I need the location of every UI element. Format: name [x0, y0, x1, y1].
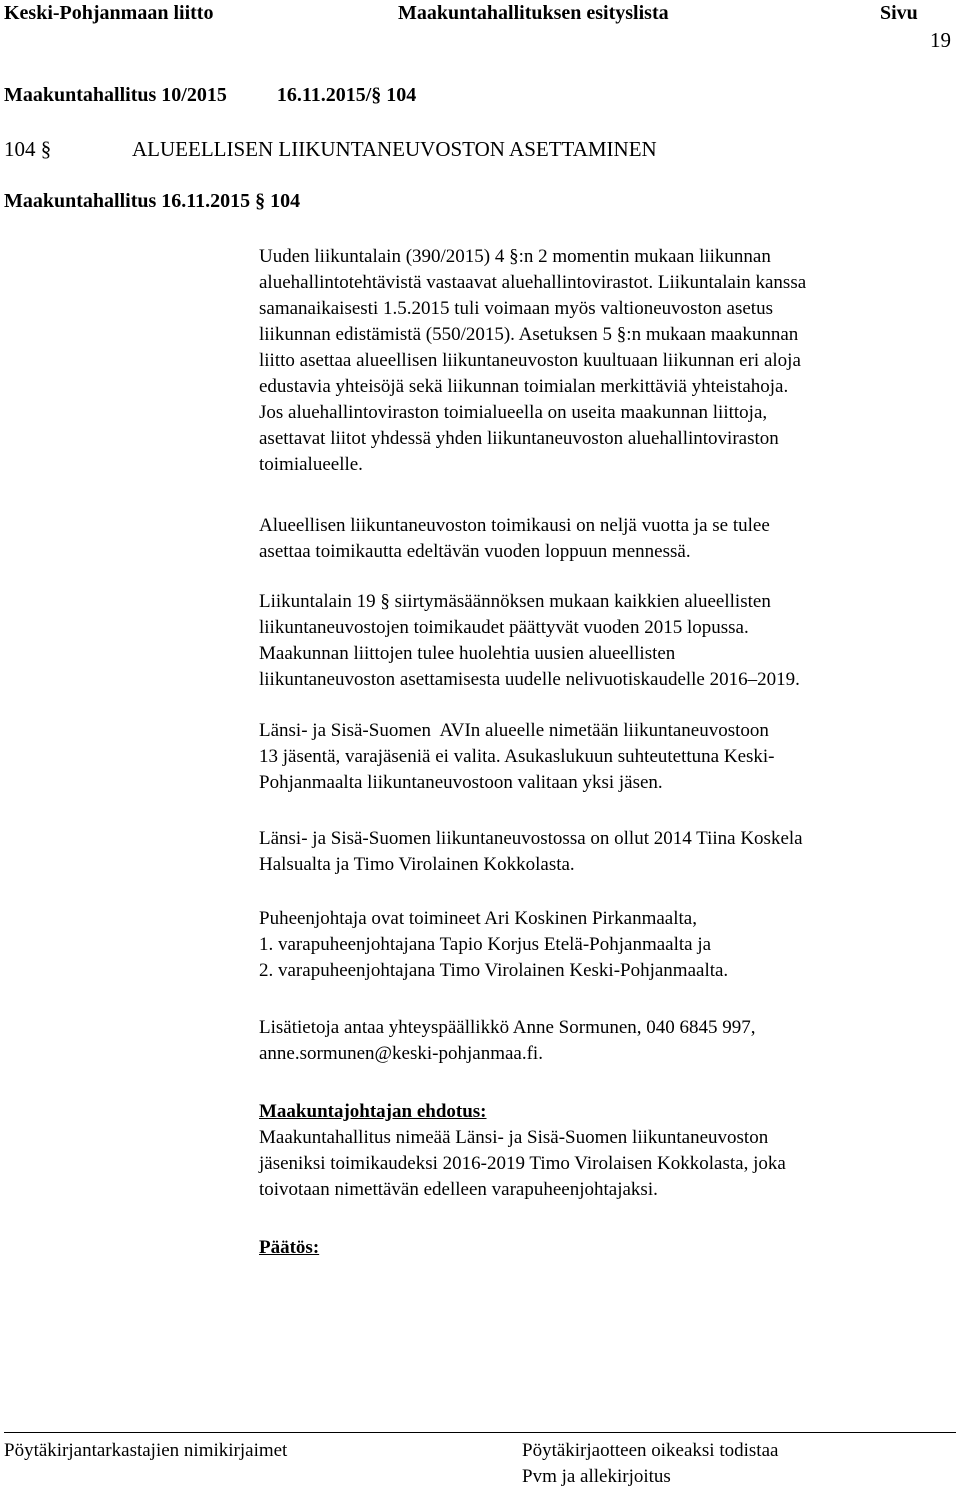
footer-right-sublabel: Pvm ja allekirjoitus — [522, 1466, 671, 1487]
text-line: 1. varapuheenjohtajana Tapio Korjus Etelä-Pohjanmaalta ja — [259, 934, 712, 955]
header-page-number: 19 — [930, 28, 951, 52]
text-line: anne.sormunen@keski-pohjanmaa.fi. — [259, 1043, 543, 1064]
paragraph-transition — [259, 589, 949, 693]
proposal-section — [259, 1099, 949, 1203]
header-doc-type: Maakuntahallituksen esityslista — [398, 2, 669, 24]
footer-right-label: Pöytäkirjaotteen oikeaksi todistaa — [522, 1440, 779, 1461]
text-line: Maakunnan liittojen tulee huolehtia uusien alueellisten — [259, 643, 676, 664]
text-line: 13 jäsentä, varajäseniä ei valita. Asukaslukuun suhteutettuna Keski- — [259, 746, 775, 767]
text-line: Halsualta ja Timo Virolainen Kokkolasta. — [259, 854, 575, 875]
text-line: aluehallintotehtävistä vastaavat aluehallintovirastot. Liikuntalain kanssa — [259, 272, 807, 293]
text-line: Länsi- ja Sisä-Suomen liikuntaneuvostossa on ollut 2014 Tiina Koskela — [259, 828, 803, 849]
text-line: Länsi- ja Sisä-Suomen AVIn alueelle nimetään liikuntaneuvostoon — [259, 720, 769, 741]
text-line: toimialueelle. — [259, 454, 363, 475]
text-line: 2. varapuheenjohtajana Timo Virolainen Keski-Pohjanmaalta. — [259, 960, 729, 981]
session-line: Maakuntahallitus 16.11.2015 § 104 — [4, 190, 301, 212]
header-org: Keski-Pohjanmaan liitto — [4, 2, 214, 24]
paragraph-chairs — [259, 906, 949, 984]
text-line: Liikuntalain 19 § siirtymäsäännöksen mukaan kaikkien alueellisten — [259, 591, 771, 612]
paragraph-contact — [259, 1015, 949, 1067]
text-line: Puheenjohtaja ovat toimineet Ari Koskinen Pirkanmaalta, — [259, 908, 697, 929]
proposal-heading: Maakuntajohtajan ehdotus: — [259, 1101, 487, 1122]
paragraph-law-background — [259, 244, 949, 478]
text-line: Alueellisen liikuntaneuvoston toimikausi on neljä vuotta ja se tulee — [259, 515, 770, 536]
text-line: toivotaan nimettävän edelleen varapuheenjohtajaksi. — [259, 1179, 658, 1200]
text-line: edustavia yhteisöjä sekä liikunnan toimialan merkittäviä yhteistahoja. — [259, 376, 789, 397]
decision-heading: Päätös: — [259, 1237, 320, 1258]
text-line: Jos aluehallintoviraston toimialueella on useita maakunnan liittoja, — [259, 402, 768, 423]
text-line: liikunnan edistämistä (550/2015). Asetuksen 5 §:n mukaan maakunnan — [259, 324, 799, 345]
header-page-label: Sivu — [880, 2, 918, 24]
meeting-line: Maakuntahallitus 10/2015 16.11.2015/§ 104 — [4, 84, 417, 106]
text-line: liikuntaneuvoston asettamisesta uudelle nelivuotiskaudelle 2016–2019. — [259, 669, 800, 690]
text-line: jäseniksi toimikaudeksi 2016-2019 Timo Virolaisen Kokkolasta, joka — [259, 1153, 786, 1174]
text-line: Uuden liikuntalain (390/2015) 4 §:n 2 momentin mukaan liikunnan — [259, 246, 771, 267]
text-line: asettaa toimikautta edeltävän vuoden loppuun mennessä. — [259, 541, 691, 562]
paragraph-previous-members — [259, 826, 949, 878]
text-line: Pohjanmaalta liikuntaneuvostoon valitaan yksi jäsen. — [259, 772, 663, 793]
item-number: 104 § — [4, 137, 52, 161]
item-title: ALUEELLISEN LIIKUNTANEUVOSTON ASETTAMINEN — [132, 137, 657, 161]
paragraph-members — [259, 718, 949, 796]
footer-left-label: Pöytäkirjantarkastajien nimikirjaimet — [4, 1440, 288, 1461]
text-line: asettavat liitot yhdessä yhden liikuntaneuvoston aluehallintoviraston — [259, 428, 779, 449]
text-line: liikuntaneuvostojen toimikaudet päättyvät vuoden 2015 lopussa. — [259, 617, 749, 638]
footer-rule — [4, 1432, 956, 1433]
text-line: Maakuntahallitus nimeää Länsi- ja Sisä-Suomen liikuntaneuvoston — [259, 1127, 769, 1148]
text-line: liitto asettaa alueellisen liikuntaneuvoston kuultuaan liikunnan eri aloja — [259, 350, 801, 371]
text-line: Lisätietoja antaa yhteyspäällikkö Anne Sormunen, 040 6845 997, — [259, 1017, 756, 1038]
text-line: samanaikaisesti 1.5.2015 tuli voimaan myös valtioneuvoston asetus — [259, 298, 773, 319]
paragraph-term — [259, 513, 949, 565]
